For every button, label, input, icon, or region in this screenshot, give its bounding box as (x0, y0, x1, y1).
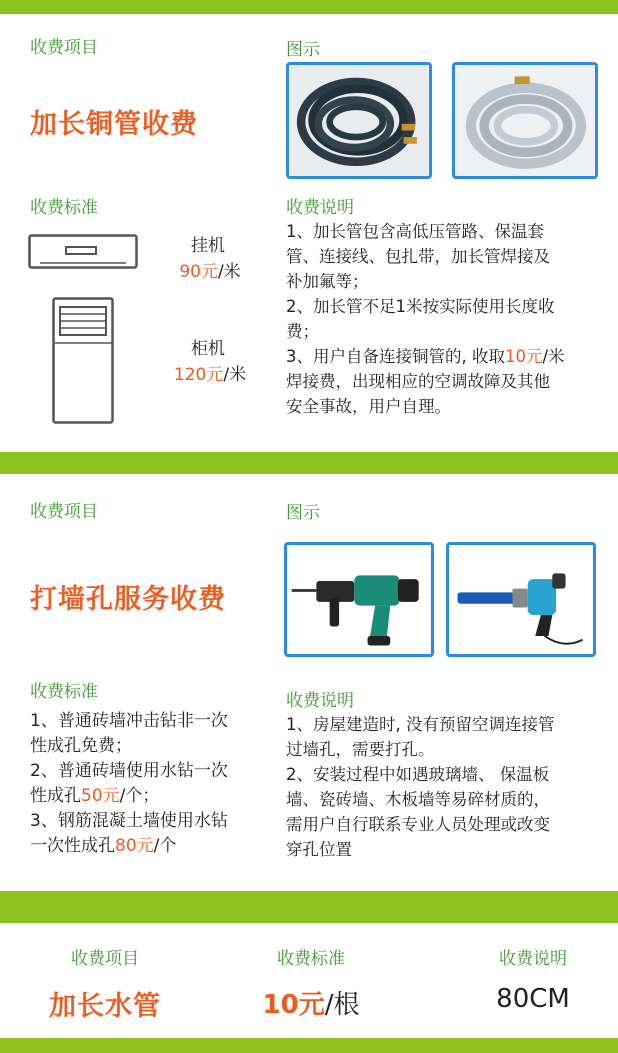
col3-head: 收费说明 (499, 949, 567, 969)
floor-unit-price-value: 120元 (173, 365, 224, 385)
col2-price: 10元 (262, 990, 325, 1020)
desc-line: 焊接费，出现相应的空调故障及其他 (286, 372, 550, 391)
impact-drill-photo (284, 542, 434, 657)
desc-line: 3、用户自备连接铜管的, 收取10元/米 (286, 347, 565, 366)
section1-description (286, 219, 608, 419)
floor-unit-price (160, 360, 260, 385)
desc-line: 补加氟等； (286, 272, 369, 291)
copper-pipe-photo-1 (286, 62, 432, 179)
wall-unit-price-unit: /米 (217, 262, 241, 282)
std-line: 1、普通砖墙冲击钻非一次 (30, 711, 228, 731)
divider-green-bar-1 (0, 452, 618, 474)
col1-value: 加长水管 (49, 991, 161, 1022)
desc-line: 穿孔位置 (286, 840, 352, 859)
desc-line: 需用户自行联系专业人员处理或改变 (286, 815, 550, 834)
desc-label: 收费说明 (286, 198, 354, 218)
col3-value: 80CM (496, 984, 570, 1014)
desc-line: 2、加长管不足1米按实际使用长度收 (286, 297, 555, 316)
floor-unit-price-unit: /米 (223, 365, 247, 385)
col2-value (226, 984, 396, 1021)
image-label: 图示 (286, 40, 320, 60)
section2-description (286, 712, 608, 862)
floor-unit-name: 柜机 (191, 339, 225, 359)
image-label: 图示 (286, 503, 320, 523)
std-line: 3、钢筋混凝土墙使用水钻 (30, 811, 228, 831)
item-title: 打墙孔服务收费 (30, 584, 226, 615)
impact-drill-icon (287, 545, 431, 654)
col2-unit: /根 (324, 990, 360, 1020)
standard-label: 收费标准 (30, 198, 98, 218)
wall-ac-icon (28, 234, 138, 272)
desc-line: 2、安装过程中如遇玻璃墙、 保温板 (286, 765, 550, 784)
standard-label: 收费标准 (30, 682, 98, 702)
wall-unit-price (165, 257, 255, 282)
item-label: 收费项目 (30, 38, 98, 58)
std-line: 一次性成孔80元/个 (30, 836, 177, 856)
std-price-highlight: 50元 (81, 786, 120, 806)
desc-line: 费； (286, 322, 319, 341)
top-green-bar (0, 0, 618, 14)
col2-head: 收费标准 (277, 949, 345, 969)
copper-pipe-photo-2 (452, 62, 598, 179)
bottom-green-bar (0, 1038, 618, 1053)
desc-line: 墙、瓷砖墙、木板墙等易碎材质的， (286, 790, 550, 809)
desc-price-highlight: 10元 (505, 347, 543, 366)
wall-unit-name: 挂机 (191, 236, 225, 256)
desc-line: 安全事故，用户自理。 (286, 397, 451, 416)
std-line: 性成孔免费； (30, 736, 132, 756)
item-label: 收费项目 (30, 502, 98, 522)
divider-green-bar-2 (0, 891, 618, 923)
std-line: 性成孔50元/个； (30, 786, 160, 806)
col1-head: 收费项目 (71, 949, 139, 969)
water-drill-photo (446, 542, 596, 657)
item-title: 加长铜管收费 (30, 109, 198, 140)
std-line: 2、普通砖墙使用水钻一次 (30, 761, 228, 781)
desc-label: 收费说明 (286, 691, 354, 711)
pipe-coil-light-icon (455, 65, 595, 176)
std-price-highlight: 80元 (115, 836, 154, 856)
desc-line: 过墙孔，需要打孔。 (286, 740, 435, 759)
desc-line: 1、房屋建造时, 没有预留空调连接管 (286, 715, 555, 734)
desc-line: 1、加长管包含高低压管路、保温套 (286, 222, 544, 241)
floor-ac-icon (52, 297, 114, 425)
wall-unit-price-value: 90元 (179, 262, 218, 282)
section2-standard (30, 709, 270, 859)
water-core-drill-icon (449, 545, 593, 654)
pipe-coil-dark-icon (289, 65, 429, 176)
desc-line: 管、连接线、包扎带，加长管焊接及 (286, 247, 550, 266)
